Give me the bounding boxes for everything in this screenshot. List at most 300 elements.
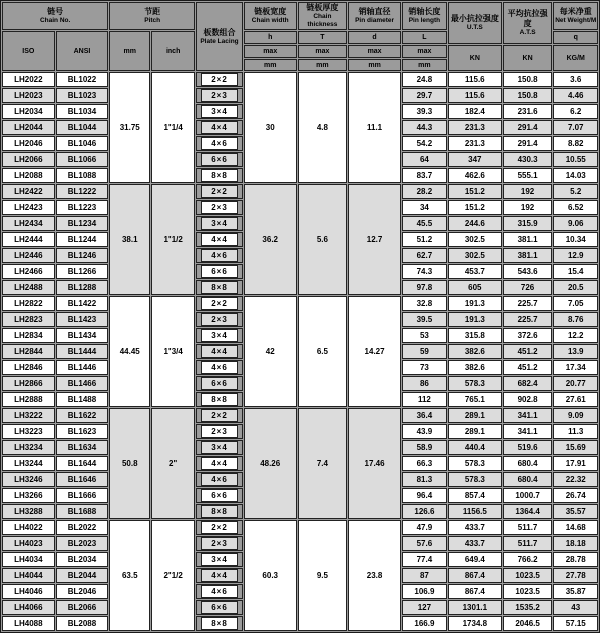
plate-lacing-cell bbox=[196, 520, 243, 535]
pin-length-cell: 57.6 bbox=[402, 536, 447, 551]
pin-length-cell: 45.5 bbox=[402, 216, 447, 231]
plate-lacing-value: 4×6 bbox=[201, 361, 238, 374]
header-symbol-h: h bbox=[244, 31, 297, 44]
pin-length-cell: 28.2 bbox=[402, 184, 447, 199]
plate-lacing-value: 4×6 bbox=[201, 137, 238, 150]
uts-cell: 649.4 bbox=[448, 552, 502, 567]
iso-code-cell: LH2023 bbox=[2, 88, 55, 103]
table-body bbox=[2, 72, 598, 631]
plate-lacing-cell bbox=[196, 392, 243, 407]
pin-length-cell: 62.7 bbox=[402, 248, 447, 263]
chain-thickness-cell: 7.4 bbox=[298, 408, 348, 519]
pin-length-cell: 87 bbox=[402, 568, 447, 583]
net-weight-cell: 17.91 bbox=[553, 456, 598, 471]
plate-lacing-cell bbox=[196, 248, 243, 263]
chain-thickness-cell: 9.5 bbox=[298, 520, 348, 631]
net-weight-cell: 5.2 bbox=[553, 184, 598, 199]
chain-thickness-cell: 4.8 bbox=[298, 72, 348, 183]
ats-cell: 192 bbox=[503, 184, 553, 199]
ats-unit: KN bbox=[503, 45, 553, 71]
ats-cell: 451.2 bbox=[503, 344, 553, 359]
pin-length-cell: 166.9 bbox=[402, 616, 447, 631]
pitch-inch-cell: 2" bbox=[151, 408, 195, 519]
pin-length-cell: 24.8 bbox=[402, 72, 447, 87]
pin-length-label-en: Pin length bbox=[408, 17, 441, 24]
iso-code-cell: LH3266 bbox=[2, 488, 55, 503]
uts-cell: 115.6 bbox=[448, 72, 502, 87]
uts-cell: 433.7 bbox=[448, 520, 502, 535]
plate-lacing-value: 6×6 bbox=[201, 377, 238, 390]
ansi-code-cell: BL1622 bbox=[56, 408, 109, 423]
ats-cell: 1535.2 bbox=[503, 600, 553, 615]
net-weight-cell: 10.34 bbox=[553, 232, 598, 247]
uts-cell: 231.3 bbox=[448, 136, 502, 151]
chain-width-label-zh: 链板宽度 bbox=[254, 7, 287, 16]
iso-code-cell: LH2444 bbox=[2, 232, 55, 247]
plate-lacing-value: 3×4 bbox=[201, 329, 238, 342]
pin-length-cell: 126.6 bbox=[402, 504, 447, 519]
iso-code-cell: LH2423 bbox=[2, 200, 55, 215]
header-plate-lacing bbox=[196, 2, 243, 71]
max-label: max bbox=[244, 45, 297, 58]
plate-lacing-value: 3×4 bbox=[201, 105, 238, 118]
ats-cell: 902.8 bbox=[503, 392, 553, 407]
uts-cell: 1156.5 bbox=[448, 504, 502, 519]
uts-cell: 857.4 bbox=[448, 488, 502, 503]
iso-code-cell: LH4044 bbox=[2, 568, 55, 583]
uts-cell: 867.4 bbox=[448, 584, 502, 599]
iso-code-cell: LH2422 bbox=[2, 184, 55, 199]
uts-cell: 605 bbox=[448, 280, 502, 295]
uts-cell: 182.4 bbox=[448, 104, 502, 119]
plate-lacing-cell bbox=[196, 312, 243, 327]
header-symbol-d: d bbox=[348, 31, 401, 44]
ats-cell: 766.2 bbox=[503, 552, 553, 567]
mm-unit: mm bbox=[402, 59, 447, 71]
ats-cell: 511.7 bbox=[503, 520, 553, 535]
uts-cell: 382.6 bbox=[448, 360, 502, 375]
mm-unit: mm bbox=[348, 59, 401, 71]
net-weight-label-en: Net Weight/M bbox=[555, 17, 597, 24]
net-weight-cell: 26.74 bbox=[553, 488, 598, 503]
pitch-mm-cell: 63.5 bbox=[109, 520, 150, 631]
pin-length-cell: 59 bbox=[402, 344, 447, 359]
iso-code-cell: LH2466 bbox=[2, 264, 55, 279]
header-pitch bbox=[109, 2, 195, 30]
header-pin-diameter bbox=[348, 2, 401, 30]
iso-code-cell: LH2088 bbox=[2, 168, 55, 183]
iso-code-cell: LH2022 bbox=[2, 72, 55, 87]
pin-length-cell: 97.8 bbox=[402, 280, 447, 295]
ats-cell: 726 bbox=[503, 280, 553, 295]
pin-length-cell: 96.4 bbox=[402, 488, 447, 503]
plate-lacing-value: 3×4 bbox=[201, 553, 238, 566]
plate-lacing-value: 8×8 bbox=[201, 281, 238, 294]
net-weight-cell: 6.2 bbox=[553, 104, 598, 119]
ats-cell: 372.6 bbox=[503, 328, 553, 343]
iso-code-cell: LH4066 bbox=[2, 600, 55, 615]
pin-length-cell: 29.7 bbox=[402, 88, 447, 103]
uts-unit: KN bbox=[448, 45, 502, 71]
plate-lacing-cell bbox=[196, 488, 243, 503]
pitch-inch-cell: 1"1/2 bbox=[151, 184, 195, 295]
pin-length-cell: 39.5 bbox=[402, 312, 447, 327]
plate-lacing-value: 3×4 bbox=[201, 217, 238, 230]
pin-length-cell: 73 bbox=[402, 360, 447, 375]
ats-cell: 680.4 bbox=[503, 472, 553, 487]
header-pitch-mm: mm bbox=[109, 31, 150, 71]
plate-lacing-value: 8×8 bbox=[201, 617, 238, 630]
net-weight-cell: 28.78 bbox=[553, 552, 598, 567]
uts-cell: 115.6 bbox=[448, 88, 502, 103]
ats-label-zh: 平均抗拉强度 bbox=[507, 9, 548, 28]
max-label: max bbox=[402, 45, 447, 58]
uts-cell: 302.5 bbox=[448, 232, 502, 247]
pitch-mm-cell: 38.1 bbox=[109, 184, 150, 295]
uts-cell: 462.6 bbox=[448, 168, 502, 183]
plate-lacing-value: 4×4 bbox=[201, 569, 238, 582]
pin-length-cell: 51.2 bbox=[402, 232, 447, 247]
pin-length-cell: 112 bbox=[402, 392, 447, 407]
plate-lacing-value: 3×4 bbox=[201, 441, 238, 454]
ats-cell: 381.1 bbox=[503, 248, 553, 263]
net-weight-cell: 3.6 bbox=[553, 72, 598, 87]
plate-lacing-value: 6×6 bbox=[201, 601, 238, 614]
iso-code-cell: LH2844 bbox=[2, 344, 55, 359]
net-weight-cell: 27.78 bbox=[553, 568, 598, 583]
plate-lacing-cell bbox=[196, 152, 243, 167]
net-weight-cell: 14.03 bbox=[553, 168, 598, 183]
ansi-code-cell: BL1044 bbox=[56, 120, 109, 135]
pin-length-cell: 127 bbox=[402, 600, 447, 615]
net-weight-cell: 11.3 bbox=[553, 424, 598, 439]
ansi-code-cell: BL2088 bbox=[56, 616, 109, 631]
header-chain-no bbox=[2, 2, 108, 30]
plate-lacing-cell bbox=[196, 136, 243, 151]
header-pin-length bbox=[402, 2, 447, 30]
pitch-mm-cell: 31.75 bbox=[109, 72, 150, 183]
pin-length-cell: 74.3 bbox=[402, 264, 447, 279]
pin-length-cell: 81.3 bbox=[402, 472, 447, 487]
pin-length-cell: 83.7 bbox=[402, 168, 447, 183]
plate-lacing-cell bbox=[196, 104, 243, 119]
ats-cell: 291.4 bbox=[503, 120, 553, 135]
pin-diameter-cell: 23.8 bbox=[348, 520, 401, 631]
pin-length-cell: 54.2 bbox=[402, 136, 447, 151]
iso-code-cell: LH2044 bbox=[2, 120, 55, 135]
uts-cell: 302.5 bbox=[448, 248, 502, 263]
weight-unit: KG/M bbox=[553, 45, 598, 71]
uts-cell: 347 bbox=[448, 152, 502, 167]
table-header bbox=[2, 2, 598, 71]
uts-cell: 289.1 bbox=[448, 424, 502, 439]
pin-length-cell: 47.9 bbox=[402, 520, 447, 535]
iso-code-cell: LH4034 bbox=[2, 552, 55, 567]
pin-length-cell: 77.4 bbox=[402, 552, 447, 567]
ansi-code-cell: BL1688 bbox=[56, 504, 109, 519]
plate-lacing-value: 2×2 bbox=[201, 521, 238, 534]
plate-lacing-cell bbox=[196, 376, 243, 391]
mm-unit: mm bbox=[244, 59, 297, 71]
header-symbol-t: T bbox=[298, 31, 348, 44]
chain-thickness-cell: 6.5 bbox=[298, 296, 348, 407]
iso-code-cell: LH3222 bbox=[2, 408, 55, 423]
ats-cell: 511.7 bbox=[503, 536, 553, 551]
ansi-code-cell: BL1244 bbox=[56, 232, 109, 247]
iso-code-cell: LH2834 bbox=[2, 328, 55, 343]
iso-code-cell: LH2822 bbox=[2, 296, 55, 311]
ats-label-en: A.T.S bbox=[519, 29, 536, 36]
plate-lacing-cell bbox=[196, 552, 243, 567]
table-row bbox=[2, 296, 598, 311]
ats-cell: 2046.5 bbox=[503, 616, 553, 631]
net-weight-cell: 43 bbox=[553, 600, 598, 615]
ansi-code-cell: BL2046 bbox=[56, 584, 109, 599]
ats-cell: 315.9 bbox=[503, 216, 553, 231]
pin-length-label-zh: 销轴长度 bbox=[408, 7, 441, 16]
iso-code-cell: LH2066 bbox=[2, 152, 55, 167]
net-weight-cell: 7.07 bbox=[553, 120, 598, 135]
pin-length-cell: 36.4 bbox=[402, 408, 447, 423]
uts-cell: 151.2 bbox=[448, 200, 502, 215]
plate-lacing-value: 2×2 bbox=[201, 409, 238, 422]
uts-cell: 315.8 bbox=[448, 328, 502, 343]
max-label: max bbox=[298, 45, 348, 58]
ansi-code-cell: BL1444 bbox=[56, 344, 109, 359]
plate-lacing-label-zh: 板数组合 bbox=[203, 27, 236, 37]
pin-length-cell: 66.3 bbox=[402, 456, 447, 471]
plate-lacing-cell bbox=[196, 200, 243, 215]
plate-lacing-cell bbox=[196, 504, 243, 519]
uts-cell: 191.3 bbox=[448, 296, 502, 311]
ansi-code-cell: BL1666 bbox=[56, 488, 109, 503]
net-weight-cell: 7.05 bbox=[553, 296, 598, 311]
ats-cell: 291.4 bbox=[503, 136, 553, 151]
uts-cell: 151.2 bbox=[448, 184, 502, 199]
uts-cell: 578.3 bbox=[448, 456, 502, 471]
iso-code-cell: LH3244 bbox=[2, 456, 55, 471]
ats-cell: 1023.5 bbox=[503, 584, 553, 599]
pin-diameter-cell: 12.7 bbox=[348, 184, 401, 295]
pin-length-cell: 43.9 bbox=[402, 424, 447, 439]
ansi-code-cell: BL1288 bbox=[56, 280, 109, 295]
ats-cell: 430.3 bbox=[503, 152, 553, 167]
plate-lacing-value: 8×8 bbox=[201, 169, 238, 182]
plate-lacing-value: 2×3 bbox=[201, 425, 238, 438]
chain-width-label-en: Chain width bbox=[251, 17, 289, 24]
plate-lacing-value: 2×3 bbox=[201, 89, 238, 102]
net-weight-cell: 22.32 bbox=[553, 472, 598, 487]
iso-code-cell: LH2046 bbox=[2, 136, 55, 151]
net-weight-cell: 12.9 bbox=[553, 248, 598, 263]
iso-code-cell: LH2434 bbox=[2, 216, 55, 231]
plate-lacing-cell bbox=[196, 424, 243, 439]
iso-code-cell: LH4046 bbox=[2, 584, 55, 599]
plate-lacing-value: 8×8 bbox=[201, 393, 238, 406]
plate-lacing-cell bbox=[196, 88, 243, 103]
uts-cell: 453.7 bbox=[448, 264, 502, 279]
table-row bbox=[2, 184, 598, 199]
ats-cell: 150.8 bbox=[503, 88, 553, 103]
ansi-code-cell: BL1023 bbox=[56, 88, 109, 103]
chain-no-label-en: Chain No. bbox=[39, 17, 71, 24]
net-weight-cell: 13.9 bbox=[553, 344, 598, 359]
chain-width-cell: 36.2 bbox=[244, 184, 297, 295]
plate-lacing-value: 4×4 bbox=[201, 457, 238, 470]
ansi-code-cell: BL1266 bbox=[56, 264, 109, 279]
net-weight-cell: 8.82 bbox=[553, 136, 598, 151]
pin-length-cell: 64 bbox=[402, 152, 447, 167]
ats-cell: 225.7 bbox=[503, 312, 553, 327]
plate-lacing-label-en: Plate Lacing bbox=[200, 37, 239, 45]
net-weight-cell: 57.15 bbox=[553, 616, 598, 631]
chain-thickness-label-zh: 链板厚度 bbox=[306, 3, 339, 12]
uts-cell: 1734.8 bbox=[448, 616, 502, 631]
ansi-code-cell: BL1646 bbox=[56, 472, 109, 487]
plate-lacing-cell bbox=[196, 232, 243, 247]
plate-lacing-value: 2×2 bbox=[201, 297, 238, 310]
plate-lacing-cell bbox=[196, 216, 243, 231]
ats-cell: 682.4 bbox=[503, 376, 553, 391]
plate-lacing-value: 2×2 bbox=[201, 185, 238, 198]
ansi-code-cell: BL1223 bbox=[56, 200, 109, 215]
header-net-weight bbox=[553, 2, 598, 30]
plate-lacing-cell bbox=[196, 472, 243, 487]
plate-lacing-value: 4×6 bbox=[201, 585, 238, 598]
iso-code-cell: LH2866 bbox=[2, 376, 55, 391]
plate-lacing-cell bbox=[196, 328, 243, 343]
pitch-label-zh: 节距 bbox=[144, 7, 161, 16]
net-weight-cell: 20.5 bbox=[553, 280, 598, 295]
net-weight-cell: 14.68 bbox=[553, 520, 598, 535]
chain-thickness-cell: 5.6 bbox=[298, 184, 348, 295]
ansi-code-cell: BL1022 bbox=[56, 72, 109, 87]
uts-cell: 191.3 bbox=[448, 312, 502, 327]
iso-code-cell: LH3246 bbox=[2, 472, 55, 487]
header-ats bbox=[503, 2, 553, 44]
ats-cell: 341.1 bbox=[503, 408, 553, 423]
plate-lacing-cell bbox=[196, 120, 243, 135]
net-weight-cell: 12.2 bbox=[553, 328, 598, 343]
plate-lacing-cell bbox=[196, 360, 243, 375]
uts-cell: 433.7 bbox=[448, 536, 502, 551]
net-weight-cell: 9.09 bbox=[553, 408, 598, 423]
pitch-inch-cell: 2"1/2 bbox=[151, 520, 195, 631]
header-chain-width bbox=[244, 2, 297, 30]
ansi-code-cell: BL1046 bbox=[56, 136, 109, 151]
iso-code-cell: LH2034 bbox=[2, 104, 55, 119]
plate-lacing-cell bbox=[196, 280, 243, 295]
plate-lacing-value: 6×6 bbox=[201, 265, 238, 278]
plate-lacing-cell bbox=[196, 568, 243, 583]
ansi-code-cell: BL1234 bbox=[56, 216, 109, 231]
pin-diameter-label-en: Pin diameter bbox=[355, 17, 395, 24]
ansi-code-cell: BL1488 bbox=[56, 392, 109, 407]
ats-cell: 1000.7 bbox=[503, 488, 553, 503]
pin-diameter-cell: 11.1 bbox=[348, 72, 401, 183]
chain-width-cell: 60.3 bbox=[244, 520, 297, 631]
ansi-code-cell: BL1422 bbox=[56, 296, 109, 311]
uts-cell: 244.6 bbox=[448, 216, 502, 231]
net-weight-cell: 17.34 bbox=[553, 360, 598, 375]
net-weight-label-zh: 每米净重 bbox=[559, 7, 592, 16]
ats-cell: 680.4 bbox=[503, 456, 553, 471]
ansi-code-cell: BL1088 bbox=[56, 168, 109, 183]
uts-cell: 440.4 bbox=[448, 440, 502, 455]
plate-lacing-cell bbox=[196, 408, 243, 423]
plate-lacing-cell bbox=[196, 264, 243, 279]
chain-thickness-label-en: Chain thickness bbox=[307, 13, 338, 28]
plate-lacing-cell bbox=[196, 616, 243, 631]
uts-cell: 382.6 bbox=[448, 344, 502, 359]
plate-lacing-value: 4×4 bbox=[201, 345, 238, 358]
chain-width-cell: 30 bbox=[244, 72, 297, 183]
iso-code-cell: LH4088 bbox=[2, 616, 55, 631]
chain-no-label-zh: 链号 bbox=[47, 7, 64, 16]
table-row bbox=[2, 520, 598, 535]
pin-length-cell: 106.9 bbox=[402, 584, 447, 599]
plate-lacing-cell bbox=[196, 584, 243, 599]
pin-diameter-cell: 14.27 bbox=[348, 296, 401, 407]
iso-code-cell: LH2888 bbox=[2, 392, 55, 407]
ats-cell: 555.1 bbox=[503, 168, 553, 183]
plate-lacing-value: 2×3 bbox=[201, 537, 238, 550]
iso-code-cell: LH4022 bbox=[2, 520, 55, 535]
net-weight-cell: 27.61 bbox=[553, 392, 598, 407]
ats-cell: 543.6 bbox=[503, 264, 553, 279]
pitch-mm-cell: 44.45 bbox=[109, 296, 150, 407]
net-weight-cell: 18.18 bbox=[553, 536, 598, 551]
max-label: max bbox=[348, 45, 401, 58]
header-symbol-l: L bbox=[402, 31, 447, 44]
net-weight-cell: 35.87 bbox=[553, 584, 598, 599]
uts-cell: 578.3 bbox=[448, 376, 502, 391]
net-weight-cell: 20.77 bbox=[553, 376, 598, 391]
ansi-code-cell: BL1623 bbox=[56, 424, 109, 439]
header-uts bbox=[448, 2, 502, 44]
iso-code-cell: LH2446 bbox=[2, 248, 55, 263]
net-weight-cell: 35.57 bbox=[553, 504, 598, 519]
ats-cell: 225.7 bbox=[503, 296, 553, 311]
header-chain-thickness bbox=[298, 2, 348, 30]
pitch-mm-cell: 50.8 bbox=[109, 408, 150, 519]
net-weight-cell: 4.46 bbox=[553, 88, 598, 103]
ansi-code-cell: BL1466 bbox=[56, 376, 109, 391]
pin-length-cell: 34 bbox=[402, 200, 447, 215]
ats-cell: 381.1 bbox=[503, 232, 553, 247]
uts-cell: 765.1 bbox=[448, 392, 502, 407]
pin-length-cell: 86 bbox=[402, 376, 447, 391]
plate-lacing-value: 6×6 bbox=[201, 489, 238, 502]
plate-lacing-cell bbox=[196, 296, 243, 311]
ats-cell: 519.6 bbox=[503, 440, 553, 455]
pin-length-cell: 58.9 bbox=[402, 440, 447, 455]
iso-code-cell: LH2488 bbox=[2, 280, 55, 295]
chain-width-cell: 48.26 bbox=[244, 408, 297, 519]
plate-lacing-cell bbox=[196, 440, 243, 455]
ansi-code-cell: BL2044 bbox=[56, 568, 109, 583]
uts-cell: 578.3 bbox=[448, 472, 502, 487]
plate-lacing-cell bbox=[196, 344, 243, 359]
ansi-code-cell: BL2066 bbox=[56, 600, 109, 615]
ansi-code-cell: BL1434 bbox=[56, 328, 109, 343]
iso-code-cell: LH3223 bbox=[2, 424, 55, 439]
plate-lacing-value: 8×8 bbox=[201, 505, 238, 518]
iso-code-cell: LH3234 bbox=[2, 440, 55, 455]
plate-lacing-value: 2×3 bbox=[201, 313, 238, 326]
pin-diameter-cell: 17.46 bbox=[348, 408, 401, 519]
net-weight-cell: 15.69 bbox=[553, 440, 598, 455]
